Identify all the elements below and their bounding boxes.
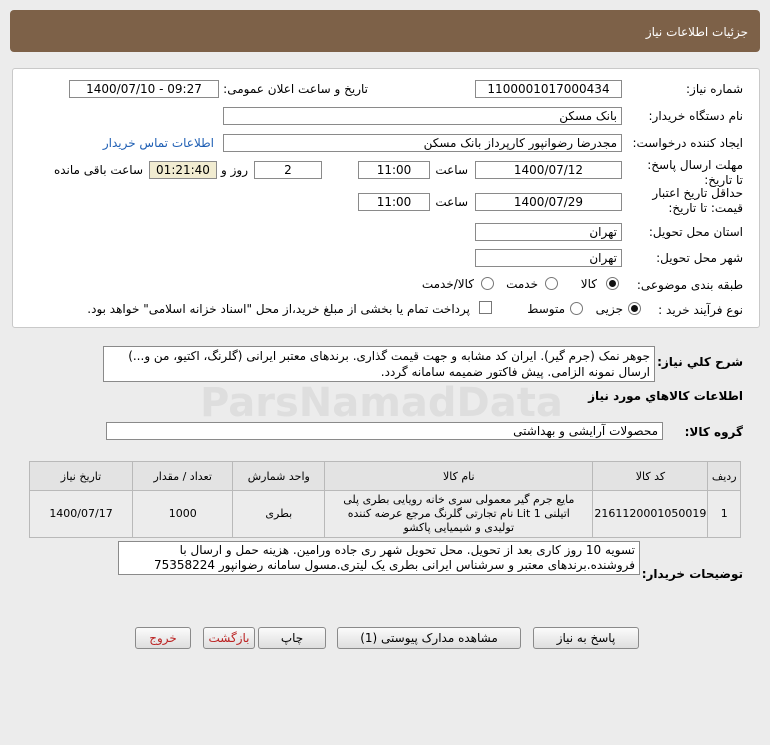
goods-group-field: محصولات آرایشی و بهداشتی [106, 422, 663, 440]
purchase-minor-label: جزیی [595, 302, 623, 316]
watermark: ParsNamadData [200, 380, 563, 426]
buyer-contact-link[interactable]: اطلاعات تماس خریدار [102, 136, 214, 150]
price-validity-date-field: 1400/07/29 [475, 193, 622, 211]
page-header [10, 10, 760, 52]
need-number-field: 1100001017000434 [475, 80, 622, 98]
need-number-label: شماره نیاز: [686, 82, 743, 96]
page-title: جزئیات اطلاعات نیاز [645, 25, 748, 39]
description-label: شرح کلي نياز: [657, 355, 743, 369]
exit-button[interactable]: خروج [135, 627, 191, 649]
treasury-payment-checkbox[interactable] [479, 301, 492, 314]
col-row: ردیف [708, 462, 741, 491]
col-unit: واحد شمارش [233, 462, 325, 491]
delivery-city-field: تهران [475, 249, 622, 267]
col-qty: تعداد / مقدار [133, 462, 233, 491]
purchase-minor-radio[interactable] [628, 302, 641, 315]
cell-date: 1400/07/17 [30, 491, 133, 538]
back-button[interactable]: بازگشت [203, 627, 255, 649]
reply-time-label: ساعت [435, 163, 468, 177]
buyer-notes-label: توضیحات خریدار: [641, 567, 743, 581]
category-goods-service-radio[interactable] [481, 277, 494, 290]
table-row [30, 491, 741, 538]
treasury-payment-note: پرداخت تمام یا بخشی از مبلغ خرید،از محل "اسناد خزانه اسلامی" خواهد بود. [87, 302, 470, 316]
price-validity-time-label: ساعت [435, 195, 468, 209]
reply-deadline-label: مهلت ارسال پاسخ: تا تاریخ: [647, 158, 743, 187]
category-goods-radio[interactable] [606, 277, 619, 290]
requester-field: مجدرضا رضوانپور کارپرداز بانک مسکن [223, 134, 622, 152]
reply-days-field: 2 [254, 161, 322, 179]
col-date: تاریخ نیاز [30, 462, 133, 491]
purchase-medium-radio[interactable] [570, 302, 583, 315]
delivery-city-label: شهر محل تحویل: [656, 251, 743, 265]
delivery-province-field: تهران [475, 223, 622, 241]
attachments-button[interactable]: مشاهده مدارک پیوستی (1) [337, 627, 521, 649]
col-name: نام کالا [325, 462, 593, 491]
goods-group-label: گروه کالا: [684, 425, 743, 439]
print-button[interactable]: چاپ [258, 627, 326, 649]
requester-label: ایجاد کننده درخواست: [632, 136, 743, 150]
goods-section-title: اطلاعات کالاهاي مورد نياز [588, 389, 743, 403]
reply-button[interactable]: پاسخ به نیاز [533, 627, 639, 649]
col-code: کد کالا [593, 462, 708, 491]
buyer-org-field: بانک مسکن [223, 107, 622, 125]
cell-name: مایع جرم گیر معمولی سری خانه رویایی بطری پلی اتیلنی 1 Lit نام تجارتی گلرنگ مرجع عرضه کننده تولیدی و شیمیایی پاکشو [325, 491, 593, 538]
remaining-label: ساعت باقی مانده [53, 163, 143, 177]
price-validity-label: حداقل تاریخ اعتبار قیمت: تا تاریخ: [652, 186, 743, 215]
category-service-radio[interactable] [545, 277, 558, 290]
cell-unit: بطری [233, 491, 325, 538]
announce-datetime-label: تاریخ و ساعت اعلان عمومی: [223, 82, 368, 96]
buyer-notes-text: تسویه 10 روز کاری بعد از تحویل. محل تحویل شهر ری جاده ورامین. هزینه حمل و ارسال با فروشنده.برندهای معتبر و سرشناس ایرانی بطری یک لیتری.مسول سامانه رضوانپور 75358224 [118, 541, 640, 575]
reply-date-field: 1400/07/12 [475, 161, 622, 179]
category-label: طبقه بندی موضوعی: [636, 278, 743, 292]
remaining-time-field: 01:21:40 [149, 161, 217, 179]
announce-datetime-field: 1400/07/10 - 09:27 [69, 80, 219, 98]
description-text: جوهر نمک (جرم گیر). ایران کد مشابه و جهت قیمت گذاری. برندهای معتبر ایرانی (گلرنگ، اکتیو، من و...) ارسال نمونه الزامی. پیش فاکتور ضمیمه سامانه گردد. [103, 346, 655, 382]
buyer-org-label: نام دستگاه خریدار: [648, 109, 743, 123]
reply-time-field: 11:00 [358, 161, 430, 179]
category-goods-label: کالا [580, 277, 597, 291]
purchase-type-label: نوع فرآیند خرید : [658, 303, 743, 317]
cell-qty: 1000 [133, 491, 233, 538]
purchase-medium-label: متوسط [527, 302, 565, 316]
price-validity-time-field: 11:00 [358, 193, 430, 211]
delivery-province-label: استان محل تحویل: [648, 225, 743, 239]
category-goods-service-label: کالا/خدمت [421, 277, 474, 291]
cell-row: 1 [708, 491, 741, 538]
goods-table [29, 461, 741, 538]
cell-code: 2161120001050019 [593, 491, 708, 538]
category-service-label: خدمت [506, 277, 538, 291]
days-label: روز و [221, 163, 248, 177]
